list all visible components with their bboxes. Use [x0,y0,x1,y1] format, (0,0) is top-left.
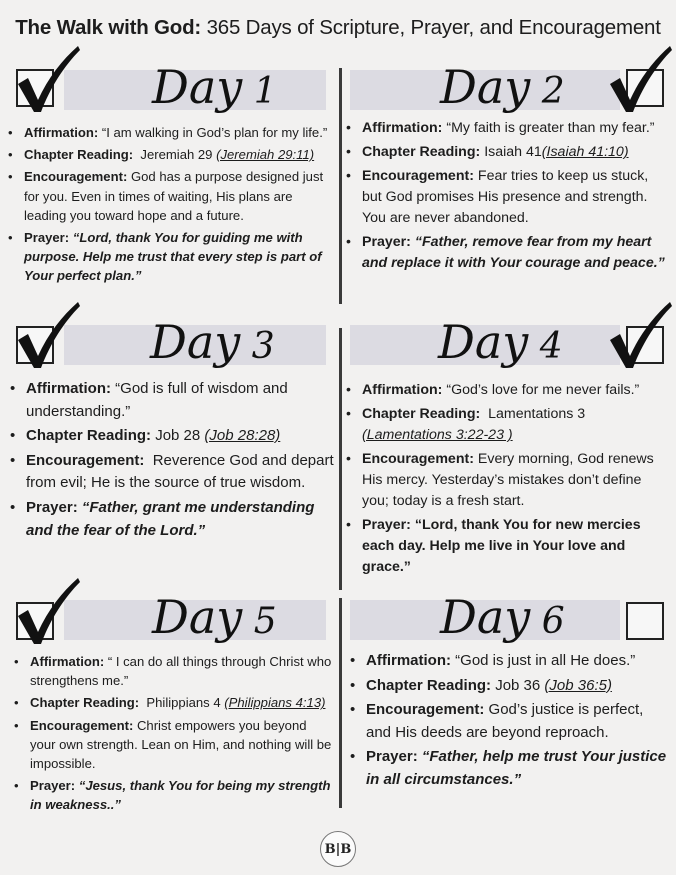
day-6-prayer: • Prayer: “Father, help me trust Your justice in all circumstances.” [348,746,672,791]
logo-badge: B|B [320,831,356,867]
day-4-checkmark-icon [606,300,674,372]
title-rest: 365 Days of Scripture, Prayer, and Encouragement [206,16,661,39]
day-1-list [6,123,334,289]
day-3-prayer: • Prayer: “Father, grant me understanding and the fear of the Lord.” [8,497,336,542]
day-3-checkmark-icon [14,300,82,372]
day-1-affirmation: • Affirmation: “I am walking in God’s plan for my life.” [6,123,334,142]
day-5-reading-ref[interactable]: (Philippians 4:13) [224,695,326,711]
day-4-list [344,380,670,581]
day-1-title: Day 1 [152,60,277,114]
day-5-checkmark-icon [14,576,82,648]
day-1-encouragement: • Encouragement: God has a purpose designed just for you. Even in times of waiting, His plans are leading you toward hope and a future. [6,167,334,225]
day-5-title: Day 5 [152,590,277,644]
day-2-prayer: • Prayer: “Father, remove fear from my heart and replace it with Your courage and peace.” [344,232,670,274]
day-1-reading-ref[interactable]: (Jeremiah 29:11) [216,147,315,163]
day-1-checkmark-icon [14,44,82,116]
day-4-reading-ref[interactable]: (Lamentations 3:22-23 ) [362,427,513,443]
day-1-prayer: • Prayer: “Lord, thank You for guiding me with purpose. Help me trust that every step is part of Your perfect plan.” [6,228,334,286]
day-5-affirmation: • Affirmation: “ I can do all things through Christ who strengthens me.” [12,652,334,690]
title-bold: The Walk with God: [15,16,202,39]
day-4-encouragement: • Encouragement: Every morning, God renews His mercy. Yesterday’s mistakes don’t define you; today is a fresh start. [344,449,670,512]
day-2-reading-ref[interactable]: (Isaiah 41:10) [541,144,629,160]
day-6-list [348,650,672,794]
day-2-affirmation: • Affirmation: “My faith is greater than my fear.” [344,118,670,139]
day-4-reading: • Chapter Reading: Lamentations 3 (Lamentations 3:22-23 ) [344,404,670,446]
day-1-reading: • Chapter Reading: Jeremiah 29 (Jeremiah 29:11) [6,145,334,164]
day-6-encouragement: • Encouragement: God’s justice is perfect, and His deeds are beyond reproach. [348,699,672,744]
day-4-affirmation: • Affirmation: “God’s love for me never fails.” [344,380,670,401]
day-3-list [8,378,336,544]
day-5-reading: • Chapter Reading: Philippians 4 (Philippians 4:13) [12,693,334,712]
day-2-title: Day 2 [440,60,565,114]
day-6-reading-ref[interactable]: (Job 36:5) [544,676,612,694]
day-5-list [12,652,334,818]
column-divider [339,68,342,304]
day-3-encouragement: • Encouragement: Reverence God and depart from evil; He is the source of true wisdom. [8,450,336,495]
day-3-title: Day 3 [150,315,275,369]
day-6-checkbox[interactable] [626,602,664,640]
page-title [0,16,676,40]
day-2-encouragement: • Encouragement: Fear tries to keep us stuck, but God promises His presence and strength. You are never abandoned. [344,166,670,229]
day-4-prayer: • Prayer: “Lord, thank You for new mercies each day. Help me live in Your love and grace.” [344,515,670,578]
day-6-affirmation: • Affirmation: “God is just in all He does.” [348,650,672,673]
column-divider [339,598,342,808]
day-5-prayer: • Prayer: “Jesus, thank You for being my strength in weakness..” [12,776,334,814]
day-3-affirmation: • Affirmation: “God is full of wisdom and understanding.” [8,378,336,423]
day-2-reading: • Chapter Reading: Isaiah 41(Isaiah 41:10) [344,142,670,163]
day-6-reading: • Chapter Reading: Job 36 (Job 36:5) [348,675,672,698]
day-5-encouragement: • Encouragement: Christ empowers you beyond your own strength. Lean on Him, and nothing will be impossible. [12,716,334,774]
column-divider [339,328,342,590]
day-3-reading: • Chapter Reading: Job 28 (Job 28:28) [8,425,336,448]
day-2-list [344,118,670,277]
day-2-checkmark-icon [606,44,674,116]
day-4-title: Day 4 [438,315,563,369]
day-6-title: Day 6 [440,590,565,644]
day-3-reading-ref[interactable]: (Job 28:28) [204,427,281,445]
